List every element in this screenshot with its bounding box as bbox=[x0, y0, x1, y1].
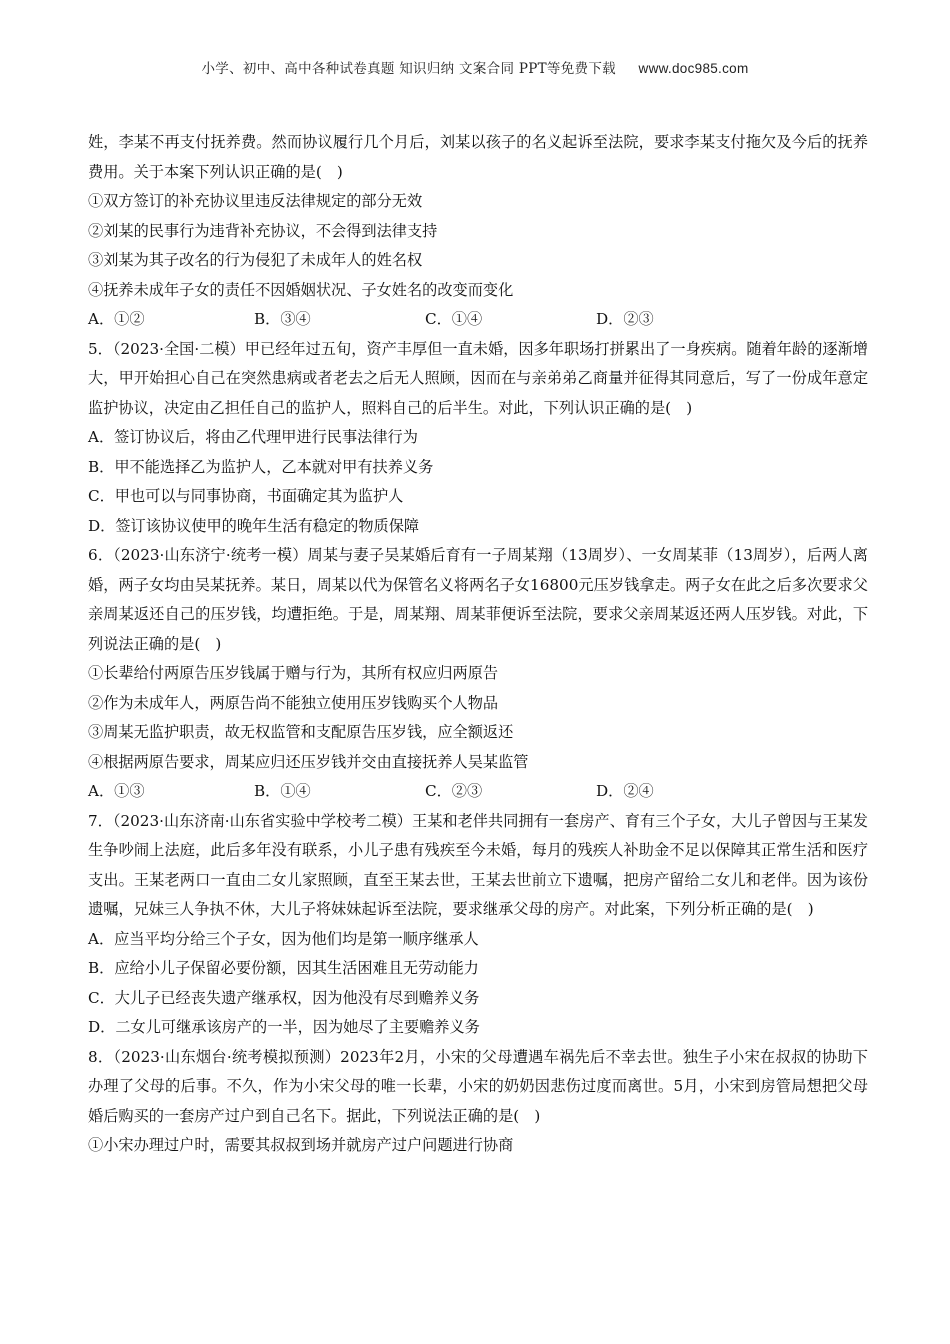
q5-stem: 5．（2023·全国·二模）甲已经年过五旬，资产丰厚但一直未婚，因多年职场打拼累出了一身疾病。随着年龄的逐渐增大，甲开始担心自己在突然患病或者老去之后无人照顾，因而在与亲弟弟乙商量并征得其同意后，写了一份成年意定监护协议，决定由乙担任自己的监护人，照料自己的后半生。对此，下列认识正确的是( ) bbox=[88, 339, 868, 417]
q4-item-4: ④抚养未成年子女的责任不因婚姻状况、子女姓名的改变而变化 bbox=[88, 280, 514, 299]
q4-item-1: ①双方签订的补充协议里违反法律规定的部分无效 bbox=[88, 192, 423, 210]
header-text: 小学、初中、高中各种试卷真题 知识归纳 文案合同 PPT等免费下载 bbox=[201, 61, 616, 77]
q4-option-d: D．②③ bbox=[596, 310, 654, 328]
q4-option-c: C．①④ bbox=[425, 310, 483, 328]
header-site-link[interactable]: www.doc985.com bbox=[638, 61, 749, 76]
q5-option-c: C．甲也可以与同事协商，书面确定其为监护人 bbox=[88, 487, 404, 505]
q8-item-1: ①小宋办理过户时，需要其叔叔到场并就房产过户问题进行协商 bbox=[88, 1136, 514, 1154]
document-body bbox=[88, 128, 868, 1161]
q6-option-c: C．②③ bbox=[425, 782, 483, 800]
q6-option-b: B．①④ bbox=[254, 782, 311, 800]
q6-stem: 6．（2023·山东济宁·统考一模）周某与妻子吴某婚后育有一子周某翔（13周岁）、一女周某菲（13周岁），后两人离婚，两子女均由吴某抚养。某日，周某以代为保管名义将两名子女16800元压岁钱拿走。两子女在此之后多次要求父亲周某返还自己的压岁钱，均遭拒绝。于是，周某翔、周某菲便诉至法院，要求父亲周某返还两人压岁钱。对此，下列说法正确的是( ) bbox=[88, 546, 868, 653]
q8-stem: 8．（2023·山东烟台·统考模拟预测）2023年2月，小宋的父母遭遇车祸先后不幸去世。独生子小宋在叔叔的协助下办理了父母的后事。不久，作为小宋父母的唯一长辈，小宋的奶奶因悲伤过度而离世。5月，小宋到房管局想把父母婚后购买的一套房产过户到自己名下。据此，下列说法正确的是( ) bbox=[88, 1047, 868, 1125]
q7-option-a: A．应当平均分给三个子女，因为他们均是第一顺序继承人 bbox=[88, 929, 479, 948]
q6-item-2: ②作为未成年人，两原告尚不能独立使用压岁钱购买个人物品 bbox=[88, 693, 499, 712]
q4-option-a: A．①② bbox=[88, 310, 145, 328]
q7-option-c: C．大儿子已经丧失遗产继承权，因为他没有尽到赡养义务 bbox=[88, 988, 480, 1007]
q4-stem: 姓，李某不再支付抚养费。然而协议履行几个月后，刘某以孩子的名义起诉至法院，要求李某支付拖欠及今后的抚养费用。关于本案下列认识正确的是( ) bbox=[88, 133, 868, 181]
q6-option-a: A．①③ bbox=[88, 782, 145, 800]
q6-option-d: D．②④ bbox=[596, 782, 654, 800]
q7-stem: 7．（2023·山东济南·山东省实验中学校考二模）王某和老伴共同拥有一套房产、育有三个子女，大儿子曾因与王某发生争吵闹上法庭，此后多年没有联系，小儿子患有残疾至今未婚，每月的残疾人补助金不足以保障其正常生活和医疗支出。王某老两口一直由二女儿家照顾，直至王某去世，王某去世前立下遗嘱，把房产留给二女儿和老伴。因为该份遗嘱，兄妹三人争执不休，大儿子将妹妹起诉至法院，要求继承父母的房产。对此案，下列分析正确的是( ) bbox=[88, 811, 868, 918]
page-header bbox=[0, 57, 950, 77]
q6-item-4: ④根据两原告要求，周某应归还压岁钱并交由直接抚养人吴某监管 bbox=[88, 752, 529, 771]
q5-option-d: D．签订该协议使甲的晚年生活有稳定的物质保障 bbox=[88, 516, 420, 535]
q7-option-d: D．二女儿可继承该房产的一半，因为她尽了主要赡养义务 bbox=[88, 1018, 480, 1036]
q6-item-1: ①长辈给付两原告压岁钱属于赠与行为，其所有权应归两原告 bbox=[88, 664, 499, 682]
q5-option-a: A．签订协议后，将由乙代理甲进行民事法律行为 bbox=[88, 428, 418, 446]
q6-item-3: ③周某无监护职责，故无权监管和支配原告压岁钱，应全额返还 bbox=[88, 723, 514, 741]
q6-options bbox=[88, 777, 868, 807]
q4-item-3: ③刘某为其子改名的行为侵犯了未成年人的姓名权 bbox=[88, 251, 423, 269]
q4-item-2: ②刘某的民事行为违背补充协议，不会得到法律支持 bbox=[88, 221, 438, 240]
q5-option-b: B．甲不能选择乙为监护人，乙本就对甲有扶养义务 bbox=[88, 457, 434, 476]
q4-options bbox=[88, 305, 868, 335]
q7-option-b: B．应给小儿子保留必要份额，因其生活困难且无劳动能力 bbox=[88, 959, 479, 977]
q4-option-b: B．③④ bbox=[254, 310, 311, 328]
